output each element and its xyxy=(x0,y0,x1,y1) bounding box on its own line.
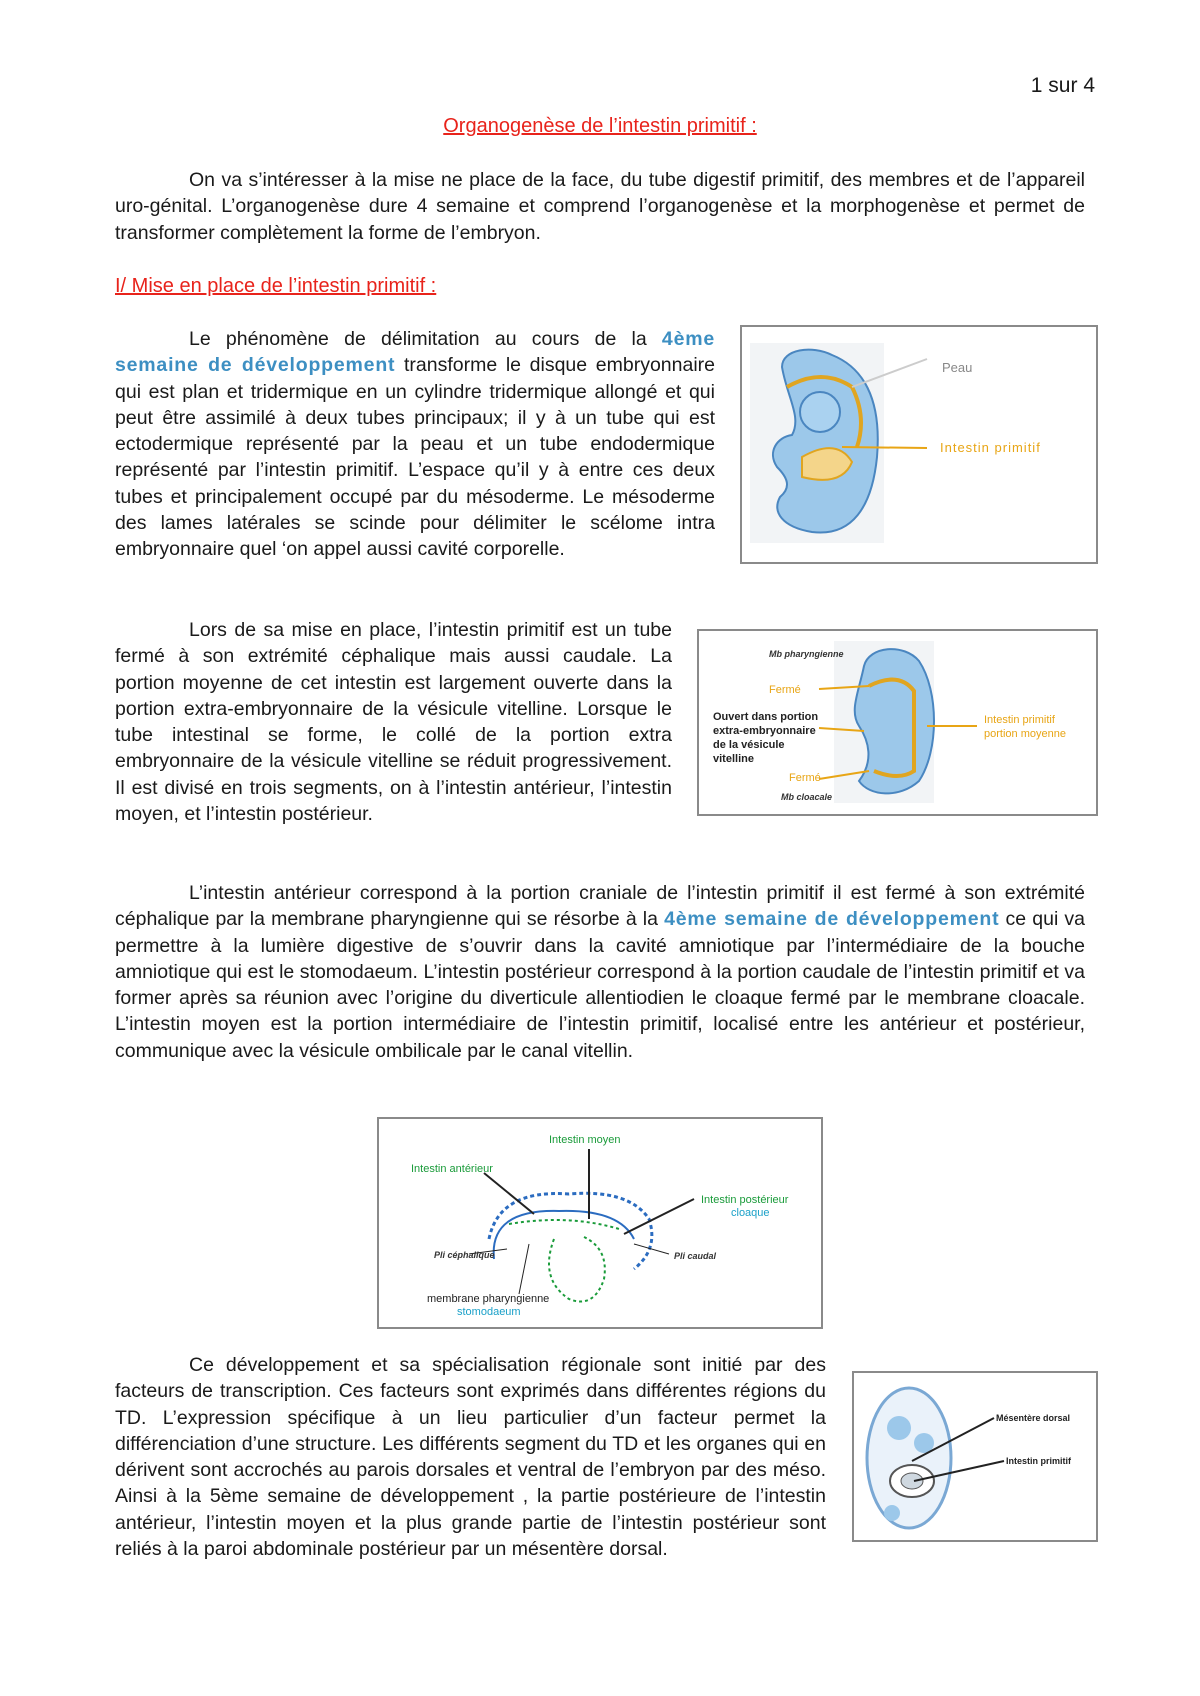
label-intestin-moyen: Intestin moyen xyxy=(549,1134,621,1146)
label-ferme-top: Fermé xyxy=(769,684,801,696)
highlight-4eme-semaine-2: 4ème semaine de développement xyxy=(664,908,1000,931)
paragraph-developpement: Ce développement et sa spécialisation régionale sont initié par des facteurs de transcription. Ces facteurs sont exprimés dans différentes régions du TD. L’expression spécifique à un lieu particulier d’un facteur permet la différenciation d’une structure. Les différents segment du TD et les organes qui en dérivent sont accrochés au parois dorsales et ventral de l’embryon par des méso. Ainsi à la 5ème semaine de développement , la partie postérieure de l’intestin antérieur, l’intestin moyen et la plus grande partie de l’intestin postérieur sont reliés à la paroi abdominale postérieur par un mésentère dorsal. xyxy=(115,1354,826,1561)
label-intestin-primitif: Intestin primitif xyxy=(940,440,1041,455)
page-number: 1 sur 4 xyxy=(1030,74,1095,97)
label-ouvert: Ouvert dans portion extra-embryonnaire de la vésicule vitelline xyxy=(713,711,819,765)
label-ferme-bottom: Fermé xyxy=(789,772,821,784)
label-cloaque: cloaque xyxy=(731,1207,770,1219)
paragraph-intestin-anterieur: L’intestin antérieur correspond à la portion craniale de l’intestin primitif il est fermé à son extrémité céphalique par la membrane pharyngienne qui se résorbe à la 4ème semaine de développement ce qui va permettre à la lumière digestive de s’ouvrir dans la cavité amniotique par l’intermédiaire de la bouche amniotique qui est le stomodaeum. L’intestin postérieur correspond à la portion caudale de l’intestin primitif et va former après sa réunion avec l’origine du diverticule allentiodien le cloaque fermé par le membrane cloacale. L’intestin moyen est la portion intermédiaire de l’intestin primitif, localisé entre les antérieur et postérieur, communique avec la vésicule ombilicale par le canal vitellin. xyxy=(115,882,1085,1062)
section-title: I/ Mise en place de l’intestin primitif : xyxy=(115,275,437,297)
label-intestin-posterieur: Intestin postérieur xyxy=(701,1194,789,1206)
figure-intestin-portion xyxy=(697,629,1098,816)
label-stomodaeum: stomodaeum xyxy=(457,1306,521,1318)
label-pli-caudal: Pli caudal xyxy=(674,1251,717,1261)
figure-embryo-tubes xyxy=(740,325,1098,564)
figure-intestin-segments xyxy=(377,1117,823,1329)
label-mb-cloacale: Mb cloacale xyxy=(781,792,833,802)
paragraph-mise-en-place: Lors de sa mise en place, l’intestin primitif est un tube fermé à son extrémité céphalique mais aussi caudale. La portion moyenne de cet intestin est largement ouverte dans la portion extra-embryonnaire de la vésicule vitelline. Lorsque le tube intestinal se forme, le collé de la portion extra embryonnaire de la vésicule vitelline se réduit progressivement. Il est divisé en trois segments, on à l’intestin antérieur, l’intestin moyen, et l’intestin postérieur. xyxy=(115,619,672,826)
label-pli-cephalique: Pli céphalique xyxy=(434,1250,495,1260)
figure-mesentere xyxy=(852,1371,1098,1542)
label-mesentere-dorsal: Mésentère dorsal xyxy=(996,1413,1071,1423)
embryo-illustration xyxy=(742,327,1096,562)
label-membrane-pharyngienne: membrane pharyngienne xyxy=(427,1293,550,1305)
paragraph-delimitation: Le phénomène de délimitation au cours de la 4ème semaine de développement transforme le disque embryonnaire qui est plan et tridermique en un cylindre tridermique allongé et qui peut être assimilé à deux tubes principaux; il y à un tube qui est ectodermique représenté par la peau et un tube endodermique représenté par l’intestin primitif. L’espace qu’il y à entre ces deux tubes et principalement occupé par du mésoderme. Le mésoderme des lames latérales se scinde pour délimiter le scélome intra embryonnaire quel ‘on appel aussi cavité corporelle. xyxy=(115,328,715,561)
document-title: Organogenèse de l’intestin primitif : xyxy=(443,115,757,137)
label-intestin-moyenne: Intestin primitif portion moyenne xyxy=(984,714,1066,740)
highlight-4eme-semaine: 4ème semaine de développement xyxy=(115,328,715,377)
intro-paragraph: On va s’intéresser à la mise ne place de la face, du tube digestif primitif, des membres et de l’appareil uro-génital. L’organogenèse dure 4 semaine et comprend l’organogenèse et la morphogenèse et permet de transformer complètement la forme de l’embryon. xyxy=(115,169,1085,244)
label-peau: Peau xyxy=(942,360,973,375)
label-intestin-primitif-fig4: Intestin primitif xyxy=(1006,1456,1071,1466)
label-intestin-anterieur: Intestin antérieur xyxy=(411,1163,493,1175)
label-mb-pharyngienne: Mb pharyngienne xyxy=(769,649,844,659)
